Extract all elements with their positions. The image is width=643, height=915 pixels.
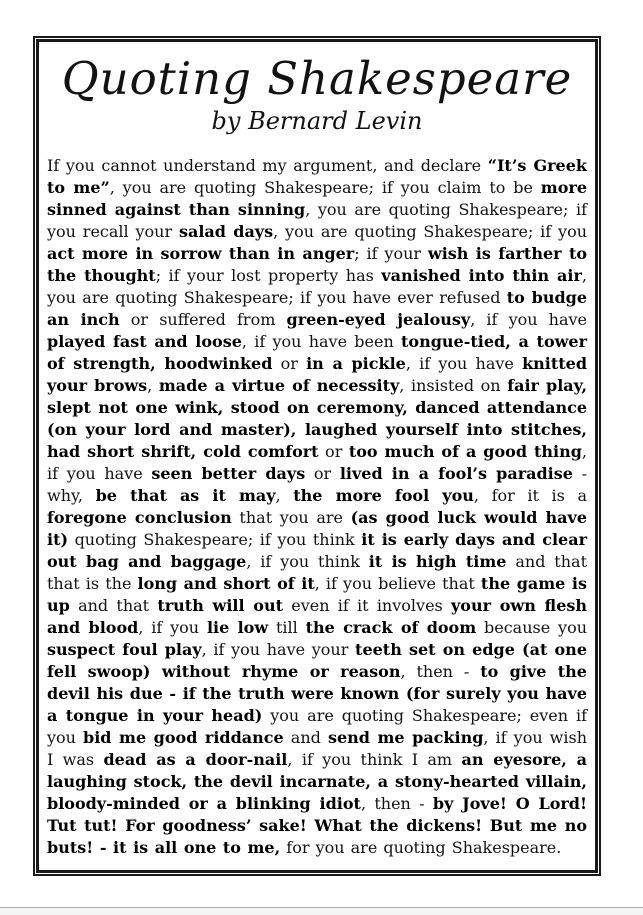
text-segment: till [268,617,306,637]
shakespeare-phrase: your own flesh and blood [47,595,588,637]
text-segment: , if you wish I was [47,727,588,769]
shakespeare-phrase: (as good luck would have it) [47,507,588,549]
document-frame [33,36,601,876]
text-segment: , for it is a [473,485,588,505]
text-segment: quoting Shakespeare; if you think [68,529,362,549]
text-segment: , [147,375,159,395]
shakespeare-phrase: too much of a good thing [348,441,582,461]
text-segment: , if you have [405,353,523,373]
text-segment: because you [476,617,588,637]
shakespeare-phrase: lived in a fool’s paradise [339,463,573,483]
text-segment: and that [69,595,158,615]
text-segment: , if you think I am [287,749,462,769]
shakespeare-phrase: suspect foul play [47,639,202,659]
text-segment: and that that is the [47,551,588,593]
shakespeare-phrase: send me packing [327,727,484,747]
text-segment: , [275,485,294,505]
shakespeare-phrase: lie low [206,617,269,637]
text-segment: or [272,353,307,373]
shakespeare-phrase: in a pickle [306,353,406,373]
text-segment: or suffered from [119,309,287,329]
text-segment: ; if your [354,243,428,263]
text-segment: , then - [360,793,433,813]
shakespeare-phrase: wish is farther to the thought [47,243,587,285]
shakespeare-phrase: it is high time [368,551,507,571]
shakespeare-phrase: green-eyed jealousy [286,309,471,329]
text-segment: that you are [231,507,351,527]
text-segment: , you are quoting Shakespeare; if you have ever refused [47,265,587,307]
shakespeare-phrase: salad days [178,221,274,241]
shakespeare-phrase: foregone conclusion [47,507,232,527]
text-segment: , then - [400,661,481,681]
bottom-edge-strip [0,907,643,915]
shakespeare-phrase: truth will out [157,595,283,615]
shakespeare-phrase: by Jove! O Lord! Tut tut! For goodness’ sake! What the dickens! But me no buts! - it is all one to me, [47,793,588,857]
text-segment: , you are quoting Shakespeare; if you recall your [47,199,587,241]
shakespeare-phrase: bid me good riddance [83,727,284,747]
shakespeare-phrase: tongue-tied, a tower of strength, hoodwinked [47,331,588,373]
shakespeare-phrase: dead as a door-nail [103,749,288,769]
text-segment: -why, [47,463,588,505]
shakespeare-phrase: fair play, slept not one wink, stood on ceremony, danced attendance (on your lord and master), laughed yourself into stitches, had short shrift, cold comfort [47,375,588,461]
text-segment: or [318,441,349,461]
text-segment: , insisted on [399,375,508,395]
shakespeare-phrase: “It’s Greek to me” [47,155,588,197]
shakespeare-phrase: seen better days [151,463,306,483]
shakespeare-phrase: an eyesore, a laughing stock, the devil incarnate, a stony-hearted villain, bloody-minded or a blinking idiot [47,749,588,813]
shakespeare-phrase: be that as it may [95,485,276,505]
shakespeare-phrase: long and short of it [137,573,315,593]
text-segment: and [283,727,328,747]
text-segment: , if you believe that [314,573,481,593]
shakespeare-phrase: to give the devil his due - if the truth were known (for surely you have a tongue in your head) [47,661,587,725]
shakespeare-phrase: knitted your brows [47,353,588,395]
text-segment: , if you have [47,441,587,483]
text-segment: If you cannot understand my argument, and declare [47,155,488,175]
shakespeare-phrase: vanished into thin air [381,265,582,285]
text-segment: , if you have [470,309,588,329]
text-segment: or [305,463,340,483]
text-segment: even if it involves [282,595,451,615]
document-byline: by Bernard Levin [211,107,423,136]
shakespeare-phrase: the crack of doom [305,617,477,637]
shakespeare-phrase: act more in sorrow than in anger [47,243,355,263]
document-title: Quoting Shakespeare [61,52,573,105]
document-inner-border [36,39,598,873]
text-segment: , you are quoting Shakespeare; if you [273,221,588,241]
text-segment: , if you have your [201,639,356,659]
text-segment: ; if your lost property has [155,265,382,285]
shakespeare-phrase: more sinned against than sinning [47,177,588,219]
shakespeare-phrase: made a virtue of necessity [158,375,400,395]
text-segment: you are quoting Shakespeare; even if you [47,705,587,747]
document-paragraph [47,155,587,859]
text-segment: , if you [138,617,207,637]
text-segment: , if you have been [241,331,402,351]
text-segment: for you are quoting Shakespeare. [280,837,562,857]
text-segment: , you are quoting Shakespeare; if you claim to be [109,177,541,197]
shakespeare-phrase: teeth set on edge (at one fell swoop) without rhyme or reason [47,639,587,681]
shakespeare-phrase: the game is up [47,573,588,615]
text-segment: , if you think [246,551,369,571]
shakespeare-phrase: played fast and loose [47,331,242,351]
shakespeare-phrase: the more fool you [293,485,474,505]
shakespeare-phrase: to budge an inch [47,287,587,329]
shakespeare-phrase: it is early days and clear out bag and baggage [47,529,587,571]
